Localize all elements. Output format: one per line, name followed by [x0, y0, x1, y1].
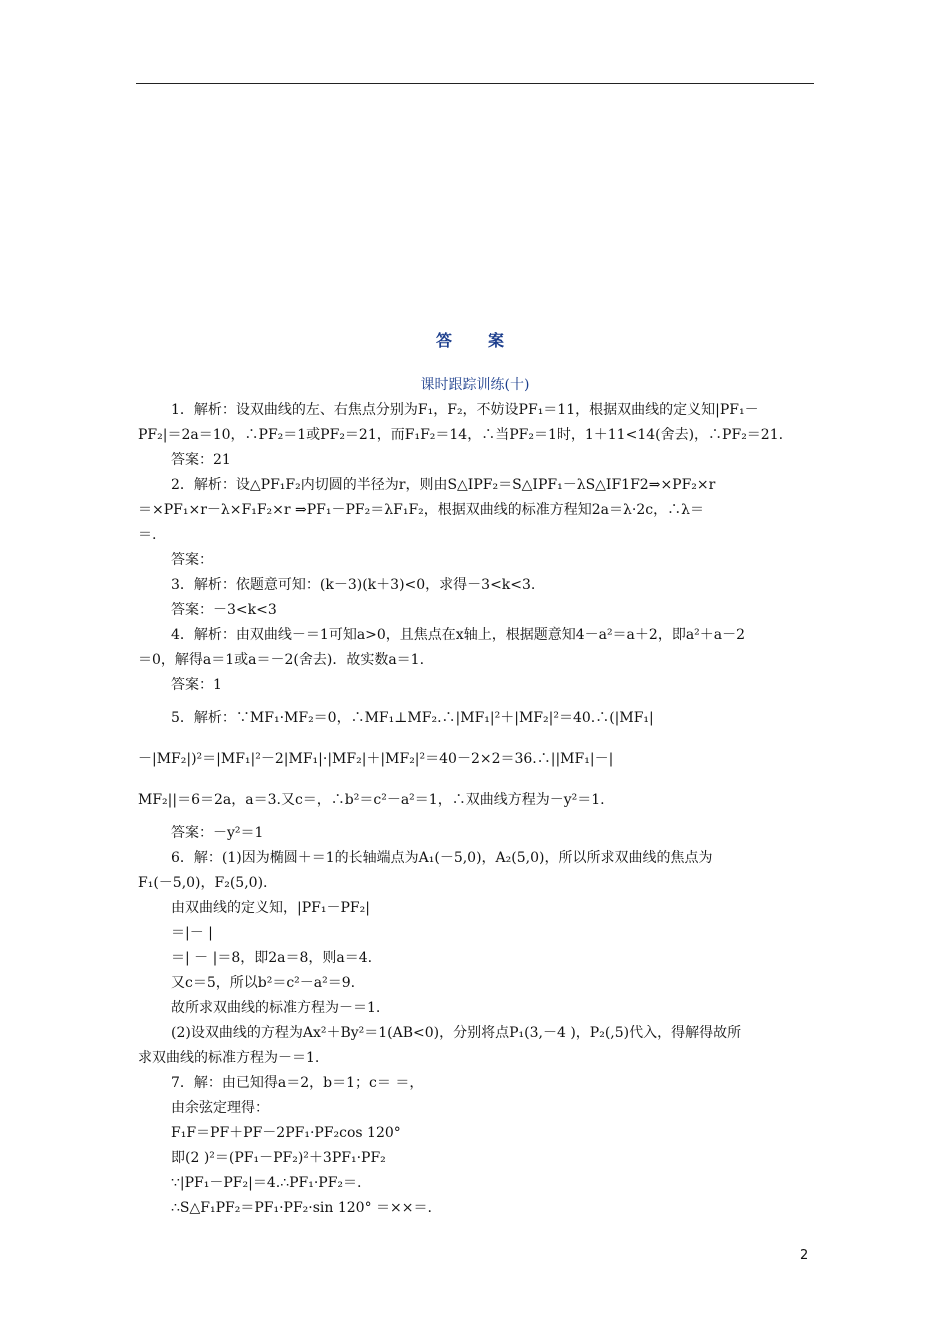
text-line: 6．解：(1)因为椭圆＋＝1的长轴端点为A₁(－5,0)，A₂(5,0)，所以所求双曲线的焦点为	[171, 850, 713, 866]
text-line: MF₂||＝6＝2a，a＝3.又c＝，∴b²＝c²－a²＝1，∴双曲线方程为－y²＝1.	[138, 792, 605, 808]
text-line: ＝.	[138, 527, 157, 543]
text-line: 答案：－y²＝1	[171, 825, 264, 841]
text-line: ＝×PF₁×r－λ×F₁F₂×r ⇒PF₁－PF₂＝λF₁F₂，根据双曲线的标准方程知2a＝λ·2c，∴λ＝	[138, 502, 704, 518]
text-line: ∵|PF₁－PF₂|＝4.∴PF₁·PF₂＝.	[171, 1175, 362, 1191]
text-line: ＝0，解得a＝1或a＝－2(舍去)．故实数a＝1.	[138, 652, 425, 668]
text-line: 即(2 )²＝(PF₁－PF₂)²＋3PF₁·PF₂	[171, 1150, 386, 1166]
text-line: 又c＝5，所以b²＝c²－a²＝9.	[171, 975, 356, 991]
text-line: 故所求双曲线的标准方程为－＝1.	[171, 1000, 381, 1016]
text-line: 答案：	[171, 552, 213, 568]
page-title: 答 案	[435, 331, 514, 350]
text-line: 求双曲线的标准方程为－＝1.	[138, 1050, 320, 1066]
text-line: ＝|－ |	[171, 925, 213, 941]
text-line: 答案：－3<k<3	[171, 602, 277, 618]
text-line: 5．解析：∵MF₁·MF₂＝0，∴MF₁⊥MF₂.∴|MF₁|²＋|MF₂|²＝40.∴(|MF₁|	[171, 710, 654, 726]
text-line: 4．解析：由双曲线－＝1可知a>0，且焦点在x轴上，根据题意知4－a²＝a＋2，即a²＋a－2	[171, 627, 746, 643]
text-line: 由双曲线的定义知，|PF₁－PF₂|	[171, 900, 370, 916]
text-line: PF₂|＝2a＝10，∴PF₂＝1或PF₂＝21，而F₁F₂＝14，∴当PF₂＝1时，1＋11<14(舍去)，∴PF₂＝21.	[138, 427, 784, 443]
text-line: 2．解析：设△PF₁F₂内切圆的半径为r，则由S△IPF₂＝S△IPF₁－λS△IF1F2⇒×PF₂×r	[171, 477, 716, 493]
text-line: (2)设双曲线的方程为Ax²＋By²＝1(AB<0)，分别将点P₁(3,－4 )，P₂(,5)代入，得解得故所	[171, 1025, 742, 1041]
text-line: 7．解：由已知得a＝2，b＝1；c＝ ＝，	[171, 1075, 424, 1091]
text-line: 答案：21	[171, 452, 231, 468]
text-line: －|MF₂|)²＝|MF₁|²－2|MF₁|·|MF₂|＋|MF₂|²＝40－2×2＝36.∴||MF₁|－|	[138, 751, 614, 767]
text-line: ∴S△F₁PF₂＝PF₁·PF₂·sin 120° ＝××＝.	[171, 1200, 432, 1216]
text-line: F₁(－5,0)，F₂(5,0).	[138, 875, 268, 891]
text-line: 答案：1	[171, 677, 222, 693]
text-line: 由余弦定理得：	[171, 1100, 269, 1116]
header-rule	[136, 83, 814, 84]
page-number: 2	[800, 1248, 809, 1263]
text-line: ＝| － |＝8，即2a＝8，则a＝4.	[171, 950, 373, 966]
answer-body	[138, 398, 814, 1221]
text-line: 1．解析：设双曲线的左、右焦点分别为F₁，F₂，不妨设PF₁＝11，根据双曲线的定义知|PF₁－	[171, 402, 759, 418]
section-subtitle: 课时跟踪训练(十)	[420, 377, 530, 393]
text-line: F₁F＝PF＋PF－2PF₁·PF₂cos 120°	[171, 1125, 401, 1141]
text-line: 3．解析：依题意可知：(k－3)(k＋3)<0，求得－3<k<3.	[171, 577, 536, 593]
